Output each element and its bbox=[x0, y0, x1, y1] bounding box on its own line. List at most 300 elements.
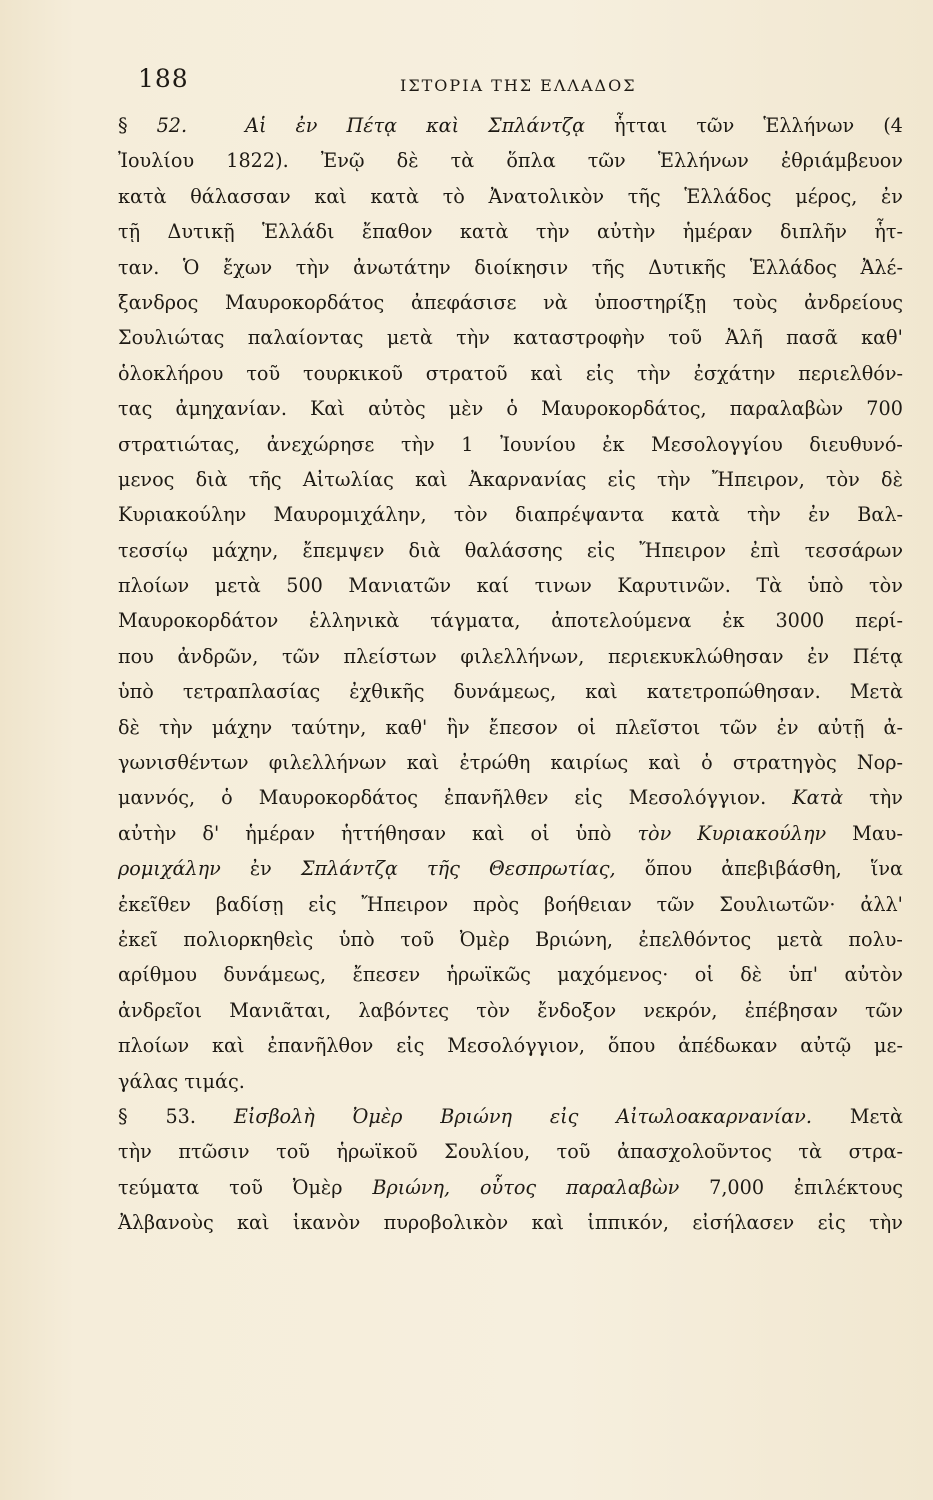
word: τὸν bbox=[637, 821, 672, 845]
word: θαλάσσης bbox=[464, 538, 563, 562]
word: Σπλάντζᾳ bbox=[488, 114, 586, 137]
word: στρατηγὸς bbox=[732, 751, 837, 775]
word: καιρίως bbox=[550, 751, 629, 775]
word: καὶ bbox=[406, 751, 440, 775]
word: (4 bbox=[883, 114, 903, 137]
word: τοῦ bbox=[556, 1140, 591, 1164]
word: 1 bbox=[461, 432, 474, 456]
text-line bbox=[118, 250, 903, 285]
word: Ἑλλάδι bbox=[262, 220, 335, 244]
word: τὴν bbox=[535, 220, 570, 244]
word: Μαυροκορδάτον bbox=[118, 609, 279, 633]
word: Νορ- bbox=[856, 751, 903, 775]
text-line bbox=[118, 816, 903, 851]
word: τὸν bbox=[453, 503, 488, 527]
word: νεκρόν, bbox=[643, 998, 718, 1022]
word: καθ' bbox=[861, 326, 903, 350]
word: Μεσολογγίου bbox=[651, 432, 783, 456]
word: ἐν bbox=[881, 184, 903, 208]
word: ἔπεμψεν bbox=[302, 538, 385, 562]
word: 7,000 bbox=[709, 1175, 765, 1199]
word: εἰς bbox=[308, 892, 337, 916]
word: κατὰ bbox=[370, 184, 420, 208]
word: τὰ bbox=[798, 1140, 822, 1164]
word: ἱππικόν, bbox=[587, 1211, 669, 1235]
word: ξανδρος bbox=[118, 290, 199, 314]
text-line bbox=[118, 533, 903, 568]
word: τῆς bbox=[427, 857, 460, 881]
word: τὸν bbox=[476, 998, 511, 1022]
word: πρὸς bbox=[472, 892, 520, 916]
word: ὑπὸ bbox=[575, 821, 612, 845]
word: τῇ bbox=[118, 220, 141, 244]
word: τὴν bbox=[869, 1211, 903, 1235]
word: ἔπεσεν bbox=[352, 963, 421, 987]
word: Ἰουνίου bbox=[500, 432, 576, 456]
word: μάχην bbox=[211, 715, 273, 739]
word: Αἰτωλοακαρνανίαν. bbox=[616, 1104, 812, 1128]
word: ἵνα bbox=[870, 857, 903, 881]
word: παλαίοντας bbox=[247, 326, 364, 350]
word: καὶ bbox=[648, 751, 681, 775]
word: δυνάμεως, bbox=[223, 963, 327, 987]
word: ὁ bbox=[701, 751, 713, 775]
text-line bbox=[118, 1205, 903, 1240]
word: τῶν bbox=[719, 715, 758, 739]
word: μετὰ bbox=[776, 927, 823, 951]
word: ἐπανῆλθεν bbox=[444, 786, 549, 810]
word: ἡττήθησαν bbox=[341, 821, 447, 845]
word: μετὰ bbox=[386, 326, 433, 350]
word: τὴν bbox=[159, 715, 193, 739]
word: τὸν bbox=[869, 574, 903, 598]
word: Ὀμὲρ bbox=[459, 927, 510, 951]
word: πλείστων bbox=[343, 644, 437, 668]
word: καὶ bbox=[314, 184, 347, 208]
word: 1822). bbox=[226, 149, 289, 173]
word: οἱ bbox=[530, 821, 550, 845]
word: Μαυροκορδάτος, bbox=[541, 397, 707, 421]
word: ἐπέβησαν bbox=[744, 998, 838, 1022]
text-line bbox=[118, 1170, 903, 1205]
word: καὶ bbox=[531, 1211, 565, 1235]
word: διοίκησιν bbox=[474, 255, 569, 279]
word: ὑπὸ bbox=[118, 680, 154, 704]
word: ἐν bbox=[249, 857, 272, 881]
word: τῆς bbox=[248, 467, 282, 491]
word: ἐκ bbox=[722, 609, 745, 633]
word: γωνισθέντων bbox=[118, 751, 249, 775]
word: διὰ bbox=[195, 467, 228, 491]
word: εἰς bbox=[607, 467, 636, 491]
word: μενος bbox=[118, 467, 175, 491]
word: κατετροπώθησαν. bbox=[646, 680, 821, 704]
text-line bbox=[118, 993, 903, 1028]
word: δὲ bbox=[740, 963, 763, 987]
text-line bbox=[118, 957, 903, 992]
word: ἔπαθον bbox=[361, 220, 433, 244]
word: που bbox=[118, 644, 154, 668]
word: Εἰσβολὴ bbox=[233, 1104, 315, 1128]
word: αὐτῇ bbox=[817, 715, 865, 739]
word: πολυ- bbox=[848, 927, 903, 951]
word: οἱ bbox=[577, 715, 597, 739]
text-line bbox=[118, 143, 903, 178]
word: δυνάμεως, bbox=[453, 680, 557, 704]
word: δὲ bbox=[881, 467, 903, 491]
word: Δυτικῇ bbox=[167, 220, 235, 244]
word: Μανιᾶται, bbox=[229, 998, 332, 1022]
word: ἱκανὸν bbox=[292, 1211, 361, 1235]
word: ἀπέδωκαν bbox=[678, 1034, 778, 1058]
word: ἀνεχώρησε bbox=[266, 432, 375, 456]
word: οὗτος bbox=[479, 1175, 537, 1199]
text-line bbox=[118, 887, 903, 922]
word: τὴν bbox=[656, 467, 691, 491]
word: ὑπ' bbox=[788, 963, 819, 987]
word: ἐθριάμβευον bbox=[780, 149, 903, 173]
word: Κυριακούλην bbox=[697, 821, 827, 845]
word: βοήθειαν bbox=[544, 892, 632, 916]
word: τῶν bbox=[587, 149, 626, 173]
word: αὐτὴν bbox=[118, 821, 177, 845]
word: στρα- bbox=[848, 1140, 903, 1164]
text-line bbox=[118, 497, 903, 532]
word: ἐν bbox=[808, 503, 831, 527]
word: αὐτῷ bbox=[800, 1034, 852, 1058]
text-line bbox=[118, 603, 903, 638]
word: τὴν bbox=[118, 1140, 152, 1164]
word: θάλασσαν bbox=[190, 184, 291, 208]
word: τεσσάρων bbox=[804, 538, 903, 562]
word: Μεσολόγγιον. bbox=[628, 786, 767, 810]
word: ὅπλα bbox=[506, 149, 556, 173]
text-line: γάλας τιμάς. bbox=[118, 1069, 245, 1093]
word: ἐτρώθη bbox=[459, 751, 531, 775]
word: Ἤπειρον bbox=[361, 892, 449, 916]
word: δ' bbox=[202, 821, 220, 845]
word: ἧτ- bbox=[874, 220, 903, 244]
word: Πέτᾳ bbox=[852, 644, 903, 668]
word: ἐπανῆλθον bbox=[267, 1034, 374, 1058]
word: § bbox=[118, 1104, 128, 1128]
text-line bbox=[118, 462, 903, 497]
word: ἀπασχολοῦντος bbox=[617, 1140, 772, 1164]
word: περιεκυκλώθησαν bbox=[607, 644, 784, 668]
word: εἰς bbox=[586, 538, 616, 562]
word: 500 bbox=[286, 574, 323, 598]
word: πυροβολικὸν bbox=[383, 1211, 509, 1235]
word: Θεσπρωτίας, bbox=[489, 857, 616, 881]
text-line bbox=[118, 922, 903, 957]
word: ἀ- bbox=[883, 715, 903, 739]
word: τῶν bbox=[656, 892, 695, 916]
word: ὅπου bbox=[644, 857, 693, 881]
word: ὑπὸ bbox=[807, 574, 844, 598]
word: κατὰ bbox=[459, 220, 509, 244]
word: παραλαβὼν bbox=[729, 397, 844, 421]
word: οἱ bbox=[694, 963, 714, 987]
word: Βριώνη bbox=[440, 1104, 512, 1128]
word: μαχόμενος· bbox=[557, 963, 669, 987]
word: Ἑλλήνων bbox=[657, 149, 749, 173]
word: τῆς bbox=[627, 184, 661, 208]
word: καὶ bbox=[415, 467, 448, 491]
word: Αἱ bbox=[245, 114, 267, 137]
text-line bbox=[118, 745, 903, 780]
word: Μεσολόγγιον, bbox=[447, 1034, 585, 1058]
word: διὰ bbox=[408, 538, 441, 562]
word: πλοίων bbox=[118, 1034, 190, 1058]
word: ἐν bbox=[776, 715, 799, 739]
word: πλεῖστοι bbox=[615, 715, 701, 739]
word: καὶ bbox=[530, 361, 563, 385]
word: τὴν bbox=[400, 432, 435, 456]
word: δὲ bbox=[118, 715, 140, 739]
word: Ἑλλήνων bbox=[763, 114, 855, 137]
word: Ἑλλάδος bbox=[684, 184, 772, 208]
text-line bbox=[118, 356, 903, 391]
word: τὰ bbox=[450, 149, 475, 173]
word: τὴν bbox=[456, 326, 490, 350]
running-title: ΙΣΤΟΡΙΑ ΤΗΣ ΕΛΛΑΔΟΣ bbox=[400, 76, 637, 95]
word: Ὁ bbox=[182, 255, 200, 279]
word: Δυτικῆς bbox=[648, 255, 727, 279]
word: ἀνδρεῖοι bbox=[118, 998, 202, 1022]
word: καὶ bbox=[472, 821, 505, 845]
word: Σουλιωτῶν· bbox=[719, 892, 836, 916]
word: διπλῆν bbox=[779, 220, 847, 244]
text-line bbox=[118, 1099, 903, 1134]
word: πολιορκηθεὶς bbox=[183, 927, 314, 951]
word: τινων bbox=[534, 574, 592, 598]
word: ἀποτελούμενα bbox=[551, 609, 692, 633]
word: τῶν bbox=[696, 114, 735, 137]
word: ταύτην, bbox=[291, 715, 367, 739]
word: ἐχθικῆς bbox=[349, 680, 425, 704]
word: Τὰ bbox=[756, 574, 783, 598]
word: Πέτᾳ bbox=[346, 114, 398, 137]
text-line bbox=[118, 214, 903, 249]
word: § bbox=[118, 114, 128, 137]
word: ἣν bbox=[446, 715, 470, 739]
word: 3000 bbox=[775, 609, 825, 633]
word: ἐκεῖθεν bbox=[118, 892, 191, 916]
word: στρατιώτας, bbox=[118, 432, 241, 456]
word: παραλαβὼν bbox=[565, 1175, 680, 1199]
page-header bbox=[118, 62, 898, 102]
word: αὐτὴν bbox=[596, 220, 656, 244]
word: πασᾶ bbox=[786, 326, 838, 350]
word: καὶ bbox=[237, 1211, 270, 1235]
word: ἧτται bbox=[614, 114, 668, 137]
text-line bbox=[118, 710, 903, 745]
word: φιλελλήνων, bbox=[460, 644, 585, 668]
word: καταστροφὴν bbox=[513, 326, 645, 350]
word: Μετὰ bbox=[849, 1104, 903, 1128]
word: τὴν bbox=[636, 361, 671, 385]
word: Ἰουλίου bbox=[118, 149, 195, 173]
word: τάγματα, bbox=[430, 609, 521, 633]
word: καί bbox=[476, 574, 510, 598]
word: Ἀλῆ bbox=[725, 326, 763, 350]
word: πλοίων bbox=[118, 574, 190, 598]
word: Καρυτινῶν. bbox=[617, 574, 731, 598]
word: Ἀλέ- bbox=[860, 255, 903, 279]
word: ἔπεσον bbox=[488, 715, 558, 739]
word: Βαλ- bbox=[857, 503, 903, 527]
word: Βριώνη, bbox=[535, 927, 613, 951]
word: ἐκ bbox=[602, 432, 625, 456]
word: τετραπλασίας bbox=[182, 680, 321, 704]
text-line bbox=[118, 674, 903, 709]
word: ἡμέραν bbox=[682, 220, 753, 244]
word: ὁ bbox=[506, 397, 518, 421]
word: εἰς bbox=[396, 1034, 425, 1058]
word: τοῦ bbox=[400, 927, 435, 951]
word: ἑλληνικὰ bbox=[309, 609, 400, 633]
word: νὰ bbox=[543, 290, 568, 314]
word: περιελθόν- bbox=[798, 361, 903, 385]
word: τοῦ bbox=[668, 326, 703, 350]
word: Σπλάντζᾳ bbox=[300, 857, 398, 881]
word: κατὰ bbox=[118, 184, 167, 208]
word: Ἤπειρον, bbox=[711, 467, 805, 491]
text-line bbox=[118, 285, 903, 320]
word: αὐτὸν bbox=[844, 963, 903, 987]
word: ἀνδρῶν, bbox=[177, 644, 259, 668]
word: ἔχων bbox=[222, 255, 273, 279]
word: ἀμηχανίαν. bbox=[175, 397, 287, 421]
word: κατὰ bbox=[671, 503, 720, 527]
word: τὴν bbox=[295, 255, 330, 279]
word: τοῦ bbox=[229, 1175, 263, 1199]
word: ἡρωϊκοῦ bbox=[336, 1140, 418, 1164]
word: Αἰτωλίας bbox=[302, 467, 394, 491]
word: ἀνδρείους bbox=[804, 290, 903, 314]
word: μέρος, bbox=[795, 184, 858, 208]
word: ρομιχάλην bbox=[118, 857, 221, 881]
word: ἐκεῖ bbox=[118, 927, 158, 951]
word: τῆς bbox=[591, 255, 625, 279]
word: ἀνωτάτην bbox=[353, 255, 451, 279]
text-line bbox=[118, 108, 903, 143]
word: μετὰ bbox=[214, 574, 261, 598]
text-line bbox=[118, 780, 903, 815]
word: τῶν bbox=[865, 998, 903, 1022]
word: τεσσίῳ bbox=[118, 538, 188, 562]
word: εἰς bbox=[549, 1104, 579, 1128]
word: Ἐνῷ bbox=[320, 149, 365, 173]
word: ὑπὸ bbox=[338, 927, 375, 951]
word: ἡρωϊκῶς bbox=[446, 963, 531, 987]
word: Ὀμὲρ bbox=[292, 1175, 343, 1199]
word: μάχην, bbox=[212, 538, 279, 562]
word: τῶν bbox=[281, 644, 320, 668]
word: Ἀκαρνανίας bbox=[468, 467, 587, 491]
word: τοῦ bbox=[276, 1140, 310, 1164]
word: Καὶ bbox=[310, 397, 345, 421]
word: Μετὰ bbox=[849, 680, 903, 704]
word: ὅπου bbox=[607, 1034, 656, 1058]
word: Μαυροκορδάτος bbox=[258, 786, 419, 810]
page-number: 188 bbox=[138, 64, 189, 93]
word: ἡμέραν bbox=[245, 821, 316, 845]
word: 52. bbox=[156, 114, 188, 137]
text-line bbox=[118, 639, 903, 674]
text-line bbox=[118, 1134, 903, 1169]
word: Σουλιώτας bbox=[118, 326, 225, 350]
text-line bbox=[118, 1028, 903, 1063]
word: μαννός, bbox=[118, 786, 196, 810]
word: τὴν bbox=[747, 503, 781, 527]
word: φιλελλήνων bbox=[268, 751, 387, 775]
word: ἐπὶ bbox=[750, 538, 781, 562]
word: Ὀμὲρ bbox=[352, 1104, 403, 1128]
word: εἰς bbox=[817, 1211, 846, 1235]
word: ἐν bbox=[807, 644, 830, 668]
word: καὶ bbox=[212, 1034, 245, 1058]
word: ἐσχάτην bbox=[693, 361, 776, 385]
word: τὸν bbox=[826, 467, 860, 491]
word: ἀπεφάσισε bbox=[410, 290, 517, 314]
word: Μαυροκορδάτος bbox=[224, 290, 385, 314]
word: καὶ bbox=[426, 114, 460, 137]
word: διευθυνό- bbox=[809, 432, 903, 456]
word: Σουλίου, bbox=[444, 1140, 531, 1164]
word: τὸ bbox=[442, 184, 465, 208]
word: τοὺς bbox=[732, 290, 778, 314]
word: με- bbox=[874, 1034, 903, 1058]
word: Ἀνατολικὸν bbox=[488, 184, 605, 208]
text-line bbox=[118, 568, 903, 603]
word: στρατοῦ bbox=[425, 361, 508, 385]
word: καθ' bbox=[385, 715, 428, 739]
word: ἐπελθόντος bbox=[638, 927, 752, 951]
word: ὑποστηρίξῃ bbox=[594, 290, 707, 314]
word: ταν. bbox=[118, 255, 160, 279]
word: Κυριακούλην bbox=[118, 503, 247, 527]
word: βαδίσῃ bbox=[215, 892, 284, 916]
word: ἀπεβιβάσθη, bbox=[721, 857, 842, 881]
word: περί- bbox=[855, 609, 903, 633]
word: τουρκικοῦ bbox=[303, 361, 403, 385]
word: τοῦ bbox=[246, 361, 281, 385]
word: Μαυρομιχάλην, bbox=[273, 503, 427, 527]
word: λαβόντες bbox=[358, 998, 450, 1022]
body-text bbox=[118, 108, 903, 1241]
word: ὁλοκλήρου bbox=[118, 361, 224, 385]
text-line bbox=[118, 427, 903, 462]
word: πτῶσιν bbox=[178, 1140, 250, 1164]
word: καὶ bbox=[585, 680, 618, 704]
word: Βριώνη, bbox=[372, 1175, 451, 1199]
word: ἀλλ' bbox=[860, 892, 903, 916]
word: τὴν bbox=[869, 786, 903, 810]
word: τας bbox=[118, 397, 153, 421]
word: Μανιατῶν bbox=[348, 574, 452, 598]
word: ἐν bbox=[295, 114, 318, 137]
word: Κατὰ bbox=[792, 786, 844, 810]
word: ἔνδοξον bbox=[537, 998, 617, 1022]
word: Μαυ- bbox=[852, 821, 903, 845]
word: Ἑλλάδος bbox=[749, 255, 837, 279]
word: αρίθμου bbox=[118, 963, 197, 987]
text-line bbox=[118, 851, 903, 886]
text-line bbox=[118, 179, 903, 214]
word: ὁ bbox=[221, 786, 233, 810]
word: ἐπιλέκτους bbox=[793, 1175, 903, 1199]
